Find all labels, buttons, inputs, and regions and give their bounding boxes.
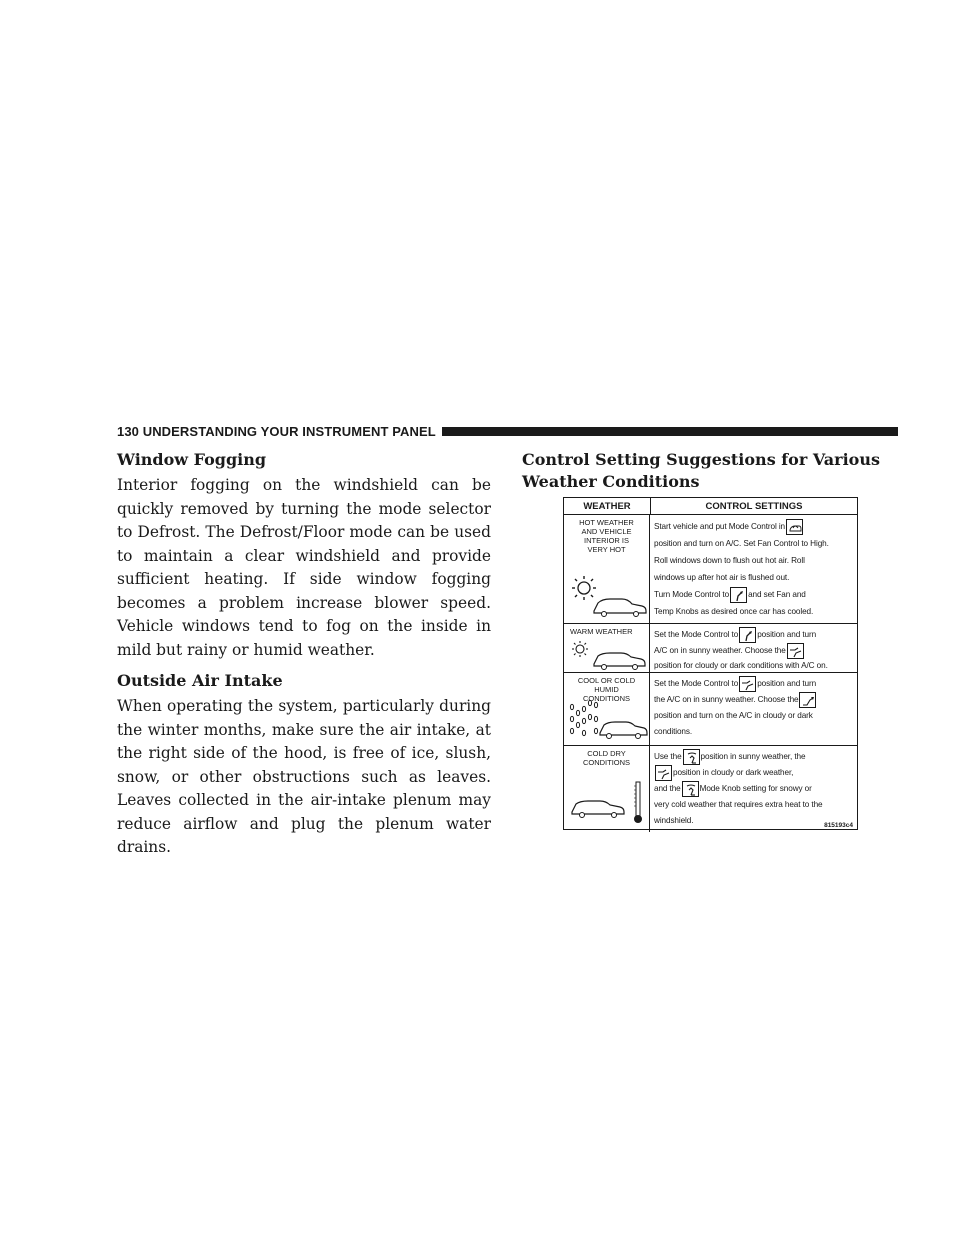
weather-cell (564, 746, 650, 832)
table-row (564, 515, 857, 624)
table-row (564, 746, 857, 832)
car-icon (564, 515, 650, 623)
row2-line1b: position and turn (757, 630, 817, 640)
row1-line5a: Turn Mode Control to (654, 590, 730, 599)
car-icon (564, 624, 650, 672)
row3-line1a: Set the Mode Control to (654, 679, 739, 689)
settings-cell (650, 624, 857, 672)
figure-code: 815193c4 (824, 822, 853, 829)
row3-line4: conditions. (654, 726, 693, 736)
thermometer-icon (564, 746, 650, 832)
row4-line1b: position in sunny weather, the (700, 752, 806, 762)
row3-line2a: the A/C on in sunny weather. Choose the (654, 695, 799, 705)
settings-cell (650, 746, 857, 832)
row1-line1: Start vehicle and put Mode Control in (654, 522, 786, 531)
row4-line4: very cold weather that requires extra heat to the (654, 800, 823, 809)
settings-cell (650, 673, 857, 745)
row3-line1b: position and turn (757, 679, 817, 689)
row1-line5b: and set Fan and (748, 590, 806, 599)
left-column (117, 449, 491, 864)
row4-line3b: Mode Knob setting for snowy or (699, 784, 812, 794)
weather-cell (564, 515, 650, 623)
window-fogging-text: Interior fogging on the windshield can be quickly removed by turning the mode selector to Defrost. The Defrost/Floor mode can be used to maintain a clear windshield and provide sufficient heating. If side window fogging becomes a problem increase blower speed. Vehicle windows tend to fog on the inside in mild but rainy or humid weather. (117, 476, 491, 659)
header-rule (442, 427, 898, 436)
defrost-floor-mix-icon (683, 749, 700, 765)
table-row (564, 673, 857, 746)
weather-label: COLD DRY CONDITIONS (582, 749, 631, 767)
page-header (117, 423, 898, 439)
recirculation-icon (786, 519, 803, 535)
row2-line1a: Set the Mode Control to (654, 630, 739, 640)
table-row (564, 624, 857, 673)
row4-line1a: Use the (654, 752, 682, 762)
header-weather: WEATHER (564, 498, 651, 514)
header-control-settings: CONTROL SETTINGS (705, 500, 803, 512)
outside-air-intake-text: When operating the system, particularly during the winter months, make sure the air intake, at the right side of the hood, is free of ice, slush, snow, or other obstructions such as leaves. Leaves collected in the air-intake plenum may reduce airflow and plug the plenum water drains. (117, 697, 491, 856)
panel-vent-icon (739, 627, 756, 643)
section-title-window-fogging: Window Fogging (117, 450, 267, 469)
row2-line2a: A/C on in sunny weather. Choose the (654, 646, 786, 656)
right-column (522, 449, 898, 496)
car-icon (564, 673, 650, 745)
bi-level-icon (655, 765, 672, 781)
weather-label: HOT WEATHER AND VEHICLE INTERIOR IS VERY HOT (579, 518, 634, 554)
table-header (564, 498, 857, 515)
row1-line4: windows up after hot air is flushed out. (654, 573, 790, 582)
defrost-floor-mix-icon (799, 692, 816, 708)
row4-line3a: and the (654, 784, 681, 794)
row4-line5: windshield. (654, 815, 694, 825)
row1-line2: position and turn on A/C. Set Fan Control to High. (654, 539, 829, 548)
bi-level-icon (787, 643, 804, 659)
row1-line3: Roll windows down to flush out hot air. Roll (654, 556, 805, 565)
weather-label: COOL OR COLD HUMID CONDITIONS (577, 676, 636, 703)
page-number-and-section: 130 UNDERSTANDING YOUR INSTRUMENT PANEL (117, 423, 436, 439)
row3-line3: position and turn on the A/C in cloudy or dark (654, 711, 813, 720)
row4-line2b: position in cloudy or dark weather, (673, 768, 794, 778)
row2-line3: position for cloudy or dark conditions with A/C on. (654, 661, 828, 670)
panel-vent-icon (730, 587, 747, 603)
defrost-floor-mix-icon (682, 781, 699, 797)
control-settings-table (563, 497, 858, 830)
weather-label: WARM WEATHER (570, 627, 633, 636)
settings-cell (650, 515, 857, 623)
section-title-outside-air-intake: Outside Air Intake (117, 671, 283, 690)
weather-cell (564, 673, 650, 745)
section-title-control-settings: Control Setting Suggestions for Various Weather Conditions (522, 450, 880, 491)
row1-line6: Temp Knobs as desired once car has cooled. (654, 607, 814, 616)
bi-level-icon (739, 676, 756, 692)
weather-cell (564, 624, 650, 672)
